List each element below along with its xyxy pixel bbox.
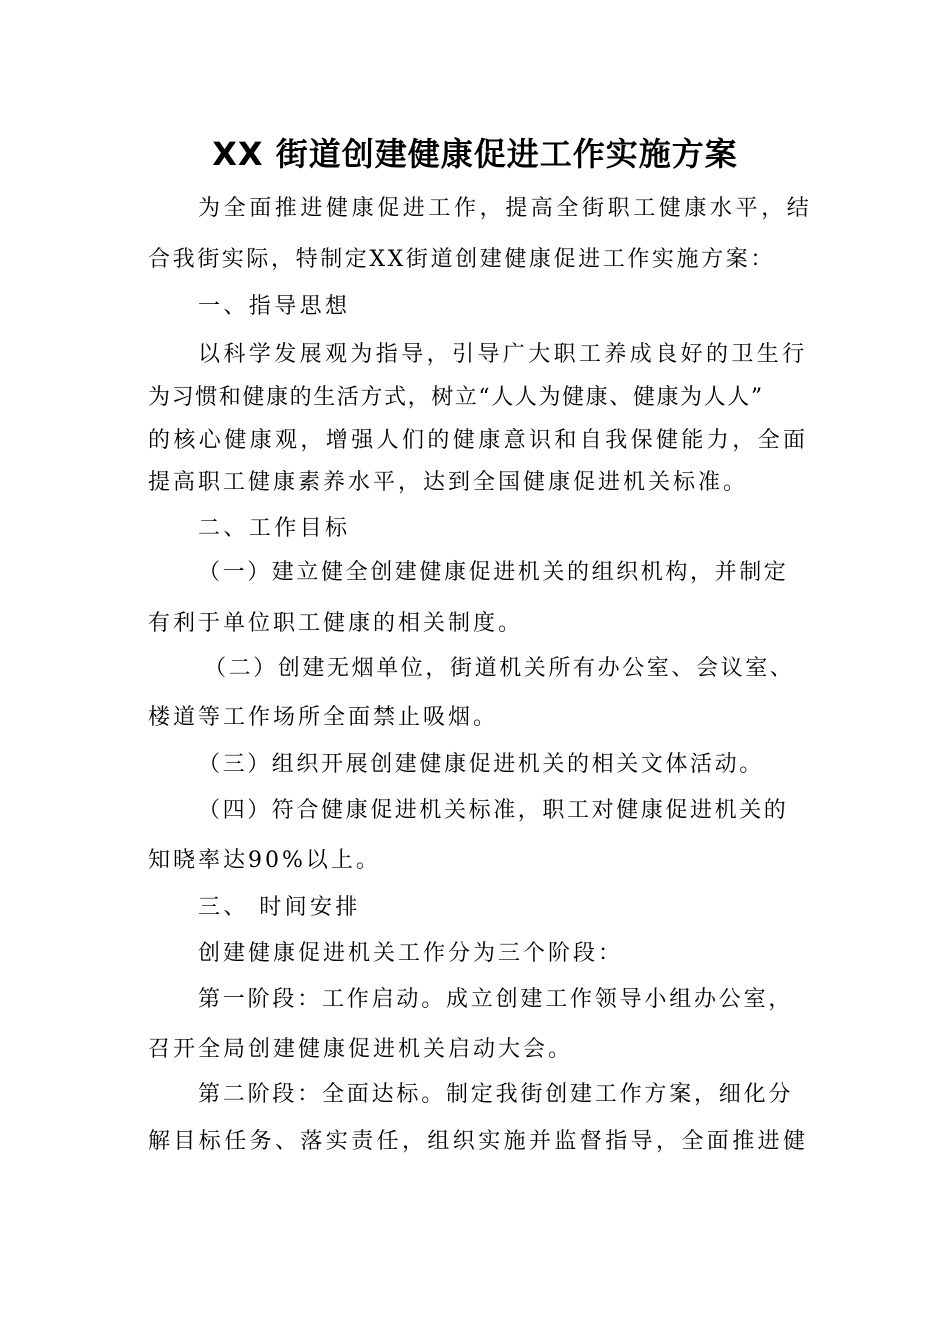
section3-heading: 三、 时间安排 <box>198 895 361 920</box>
stage-2-line-2: 解目标任务、落实责任，组织实施并监督指导，全面推进健 <box>148 1129 809 1154</box>
section1-body-line-2: 为习惯和健康的生活方式，树立“人人为健康、健康为人人” <box>148 385 764 410</box>
section1-body-line-3: 的核心健康观，增强人们的健康意识和自我保健能力，全面 <box>148 428 809 453</box>
section1-body-line-1: 以科学发展观为指导，引导广大职工养成良好的卫生行 <box>198 342 808 367</box>
goal-3-line-1: （三）组织开展创建健康促进机关的相关文体活动。 <box>198 752 764 777</box>
goal-1-line-2: 有利于单位职工健康的相关制度。 <box>148 611 524 636</box>
goal-2-line-2: 楼道等工作场所全面禁止吸烟。 <box>148 705 499 730</box>
intro-line-2: 合我街实际，特制定XX街道创建健康促进工作实施方案： <box>148 247 775 272</box>
section1-body-line-4: 提高职工健康素养水平，达到全国健康促进机关标准。 <box>148 470 749 495</box>
goal-4-line-2: 知晓率达90%以上。 <box>148 848 381 873</box>
section1-heading: 一、指导思想 <box>198 294 351 319</box>
goal-1-line-1: （一）建立健全创建健康促进机关的组织机构，并制定 <box>198 560 789 585</box>
section3-lead: 创建健康促进机关工作分为三个阶段： <box>198 941 624 966</box>
stage-1-line-2: 召开全局创建健康促进机关启动大会。 <box>148 1037 574 1062</box>
section2-heading: 二、工作目标 <box>198 516 351 541</box>
goal-2-line-1: （二）创建无烟单位，街道机关所有办公室、会议室、 <box>204 656 795 681</box>
stage-1-line-1: 第一阶段：工作启动。成立创建工作领导小组办公室， <box>198 987 794 1012</box>
document-title: XX 街道创建健康促进工作实施方案 <box>212 135 738 173</box>
intro-line-1: 为全面推进健康促进工作，提高全街职工健康水平，结 <box>198 196 813 221</box>
goal-4-line-1: （四）符合健康促进机关标准，职工对健康促进机关的 <box>198 798 789 823</box>
stage-2-line-1: 第二阶段：全面达标。制定我街创建工作方案，细化分 <box>198 1082 794 1107</box>
